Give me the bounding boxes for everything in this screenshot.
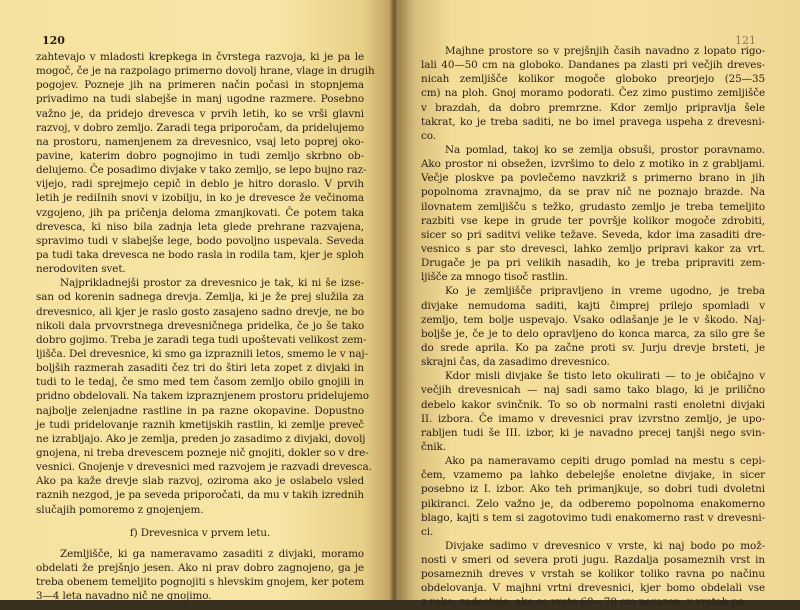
text-line: Ako pa nameravamo cepiti drugo pomlad na mestu s cepi- (445, 455, 765, 468)
text-line: popolnoma zravnajmo, da se prav nič ne poznajo brazde. Na (421, 186, 765, 199)
text-line: Zemljišče, ki ga nameravamo zasaditi z divjaki, moramo (60, 547, 364, 560)
text-line: Ako prostor ni obsežen, izvršimo to delo z motiko in z grabljami. (421, 158, 765, 171)
text-line: obdelati že prejšnjo jesen. Ako ni prav dobro zagnojeno, ga je (36, 561, 364, 574)
text-line: ljišča. Del drevesnice, ki smo ga izpraznili letos, smemo le v naj- (36, 347, 368, 360)
text-line: ljišče za mnogo tisoč rastlin. (421, 271, 568, 284)
text-line: Najprikladnejši prostor za drevesnico je tak, ki ni še izse- (60, 277, 364, 290)
page-number-left: 120 (42, 34, 65, 47)
text-line: obdelovanja. V majhni vrtni drevesnici, kjer bomo obdelali vse (421, 582, 765, 595)
text-line: cm) na ploh. Gnoj moramo podorati. Čez zimo pustimo zemljišče (421, 87, 765, 100)
text-line: do srede aprila. Ko pa začne proti sv. Jurju drevje brsteti, je (421, 341, 765, 354)
text-line: mogoč, če je na razpolago primerno dovolj hrane, vlage in drugih (36, 65, 375, 78)
text-line: Divjake sadimo v drevesnico v vrste, ki naj bodo po mož- (445, 539, 765, 552)
paragraph (421, 143, 765, 284)
book-gutter (389, 0, 399, 600)
paragraph (421, 44, 765, 143)
text-line: vesnici. Gnojenje v drevesnici med razvojem je razvadi drevesca. (36, 461, 372, 474)
text-line: zemljo, tem bolje uspevajo. Vsako odlašanje je le v škodo. Naj- (421, 313, 765, 326)
text-line: Ako pa kaže drevje slab razvoj, oziroma ako je oslabelo vsled (36, 475, 364, 488)
text-line: Ko je zemljišče pripravljeno in vreme ugodno, je treba (445, 285, 765, 298)
text-line: pogojev. Pozneje jih na primeren način počasi in stopnjema (36, 79, 364, 92)
text-line: boljše je, če je to delo opravljeno do konca marca, za silo gre še (421, 327, 765, 340)
text-line: sicer so pri saditvi velike težave. Seveda, kdor ima zasaditi dre- (421, 228, 765, 241)
paragraph (421, 539, 765, 610)
text-line: zahtevajo v mladosti krepkega in čvrstega razvoja, ki je pa le (36, 51, 364, 63)
text-line: skrajni čas, da zasadimo drevesnico. (421, 356, 610, 369)
text-line: Kdor misli divjake še tisto leto okulirati — to je običajno v (445, 370, 765, 383)
text-line: Večje ploskve pa povlečemo navzkriž s primerno brano in jih (421, 172, 765, 185)
text-line: razbiti vse kepe in grude ter površje kolikor mogoče zdrobiti, (421, 214, 765, 227)
text-line: nosti v smeri od severa proti jugu. Razdalja posameznih vrst in (421, 554, 765, 567)
text-line: raznih nezgod, je pa seveda priporočati, da mu v takih izrednih (36, 489, 364, 502)
text-line: dobro gojimo. Treba je zaradi tega tudi upoštevati velikost zem- (36, 333, 367, 346)
text-line: debelo kakor svinčnik. To so ob normalni rasti enoletni divjaki (421, 398, 765, 411)
paragraph (36, 276, 372, 516)
text-line: nerodoviten svet. (36, 263, 126, 276)
text-line: delujemo. Če posadimo divjake v tako zemljo, se lepo bujno raz- (36, 164, 367, 177)
text-line: posameznih dreves v vrstah se kolikor toliko ravna po načinu (421, 568, 765, 581)
text-line: vijejo, radi sprejmejo cepič in deblo je hitro doraslo. V prvih (36, 178, 364, 191)
right-page (395, 0, 800, 609)
paragraph (421, 454, 765, 539)
text-line: nicah zemljišče kolikor mogoče globoko preorjejo (25—35 (421, 73, 765, 86)
text-line: čnik. (421, 440, 446, 453)
text-line: vesnico s par sto drevesci, lahko zemljo pripravi kakor za vrt. (421, 242, 765, 255)
text-line: z roko, zadostuje, ako so vrste 60—70 cm narazen, v vrstah pa (421, 596, 745, 609)
text-line: gnojena, ni treba drevescem pozneje nič gnojiti, dokler so v dre- (36, 446, 369, 459)
text-line: 3—4 leta navadno nič ne gnojimo. (36, 590, 212, 603)
text-line: ne izrabljajo. Ako je zemlja, preden jo zasadimo z divjaki, dovolj (36, 432, 366, 445)
text-line: ilovnatem zemljišču s težko, grudasto zemljo je treba temeljito (421, 200, 765, 213)
text-line: najbolje zelenjadne rastline in pa razne okopavine. Dopustno (36, 404, 364, 417)
text-line: II. izbora. Če imamo v drevesnici prav izvrstno zemljo, je upo- (421, 412, 765, 425)
text-line: divjake nemudoma saditi, kajti čimprej prilejo spomladi v (421, 299, 765, 312)
page-number-right: 121 (735, 34, 756, 47)
text-line: važno je, da pridejo drevesca v prvih letih, ko se vrši glavni (36, 107, 364, 120)
text-line: san od korenin sadnega drevja. Zemlja, ki je že prej služila za (36, 291, 364, 304)
paragraph (36, 50, 375, 276)
text-line: co. (421, 129, 436, 142)
paragraph (36, 547, 364, 604)
text-line: spravimo tudi v slabejše lege, bodo povoljno uspevala. Seveda (36, 234, 364, 247)
text-line: Na pomlad, takoj ko se zemlja obsuši, prostor poravnamo. (445, 143, 765, 156)
text-line: je tudi pridelovanje raznih kmetijskih rastlin, ki zemlje preveč (36, 418, 364, 431)
text-line: pavine, katerim dobro pognojimo in tudi zemljo skrbno ob- (36, 149, 364, 162)
text-line: ci. (421, 525, 434, 538)
text-line: blago, kajti s tem si zagotovimo tudi enakomerno rast v drevesni- (421, 511, 765, 524)
left-page (0, 0, 395, 603)
text-line: Drugače je pa pri velikih nasadih, ko je treba pripraviti zem- (421, 257, 765, 270)
text-line: rabljen tudi še III. izbor, ki je navadno precej tanjši nego svin- (421, 426, 765, 439)
text-line: slučajih pomoremo z gnojenjem. (36, 503, 204, 516)
section-heading: f) Drevesnica v prvem letu. (129, 526, 271, 539)
paragraph (421, 284, 765, 369)
text-line: vzgojeno, jih pa pričenja deloma zmanjkovati. Če potem taka (36, 206, 364, 219)
text-line: večjih drevesnicah — naj sadi samo tako blago, ki je prilično (421, 384, 765, 397)
text-line: v brazdah, da dobro premrzne. Kdor zemljo pripravlja šele (421, 101, 765, 114)
text-line: letih je rediInih snovi v izobilju, in ko je drevesce že večinoma (36, 192, 364, 205)
text-line: drevesca, ki niso bila zadnja leta glede prehrane razvajena, (36, 220, 364, 233)
text-line: pa tudi taka drevesca ne bodo rasla in rodila tam, kjer je sploh (36, 248, 364, 261)
text-line: posebno iz I. izbor. Ako teh primanjkuje, so dobri tudi dvoletni (421, 483, 765, 496)
text-line: privadimo na tudi slabejše in manj ugodne razmere. Posebno (36, 93, 364, 106)
left-page-body (36, 50, 375, 603)
paragraph (421, 369, 765, 454)
text-line: takrat, ko je treba saditi, ne bo imel pravega uspeha z drevesni- (421, 115, 765, 128)
text-line: razvoj, v dobro zemljo. Zaradi tega priporočam, da pridelujemo (36, 121, 364, 134)
text-line: tudi to le tedaj, če smo med tem časom zemljo obilo gnojili in (36, 376, 364, 389)
text-line: boljših razmerah zasaditi čez tri do štiri leta zopet z divjaki in (36, 362, 364, 375)
text-line: nikoli dala prvovrstnega drevesničnega pridelka, če jo še tako (36, 319, 364, 332)
right-page-body (421, 44, 765, 610)
text-line: treba obenem temeljito pognojiti s hlevskim gnojem, ker potem (36, 576, 365, 589)
text-line: pridno obdelovali. Na takem izpraznjenem prostoru pridelujemo (36, 390, 369, 403)
text-line: pikiranci. Zelo važno je, da odberemo popolnoma enakomerno (421, 497, 765, 510)
text-line: drevesnico, ali kjer je raslo gosto zasajeno sadno drevje, ne bo (36, 305, 364, 318)
text-line: lali 40—50 cm na globoko. Dandanes pa zlasti pri večjih dreves- (421, 59, 765, 72)
text-line: Majhne prostore so v prejšnjih časih navadno z lopato rigo- (445, 45, 765, 57)
text-line: na prostoru, namenjenem za drevesnico, vsaj leto poprej oko- (36, 135, 364, 148)
text-line: čem, vzamemo pa lahko debelejše enoletne divjake, in sicer (421, 469, 765, 482)
